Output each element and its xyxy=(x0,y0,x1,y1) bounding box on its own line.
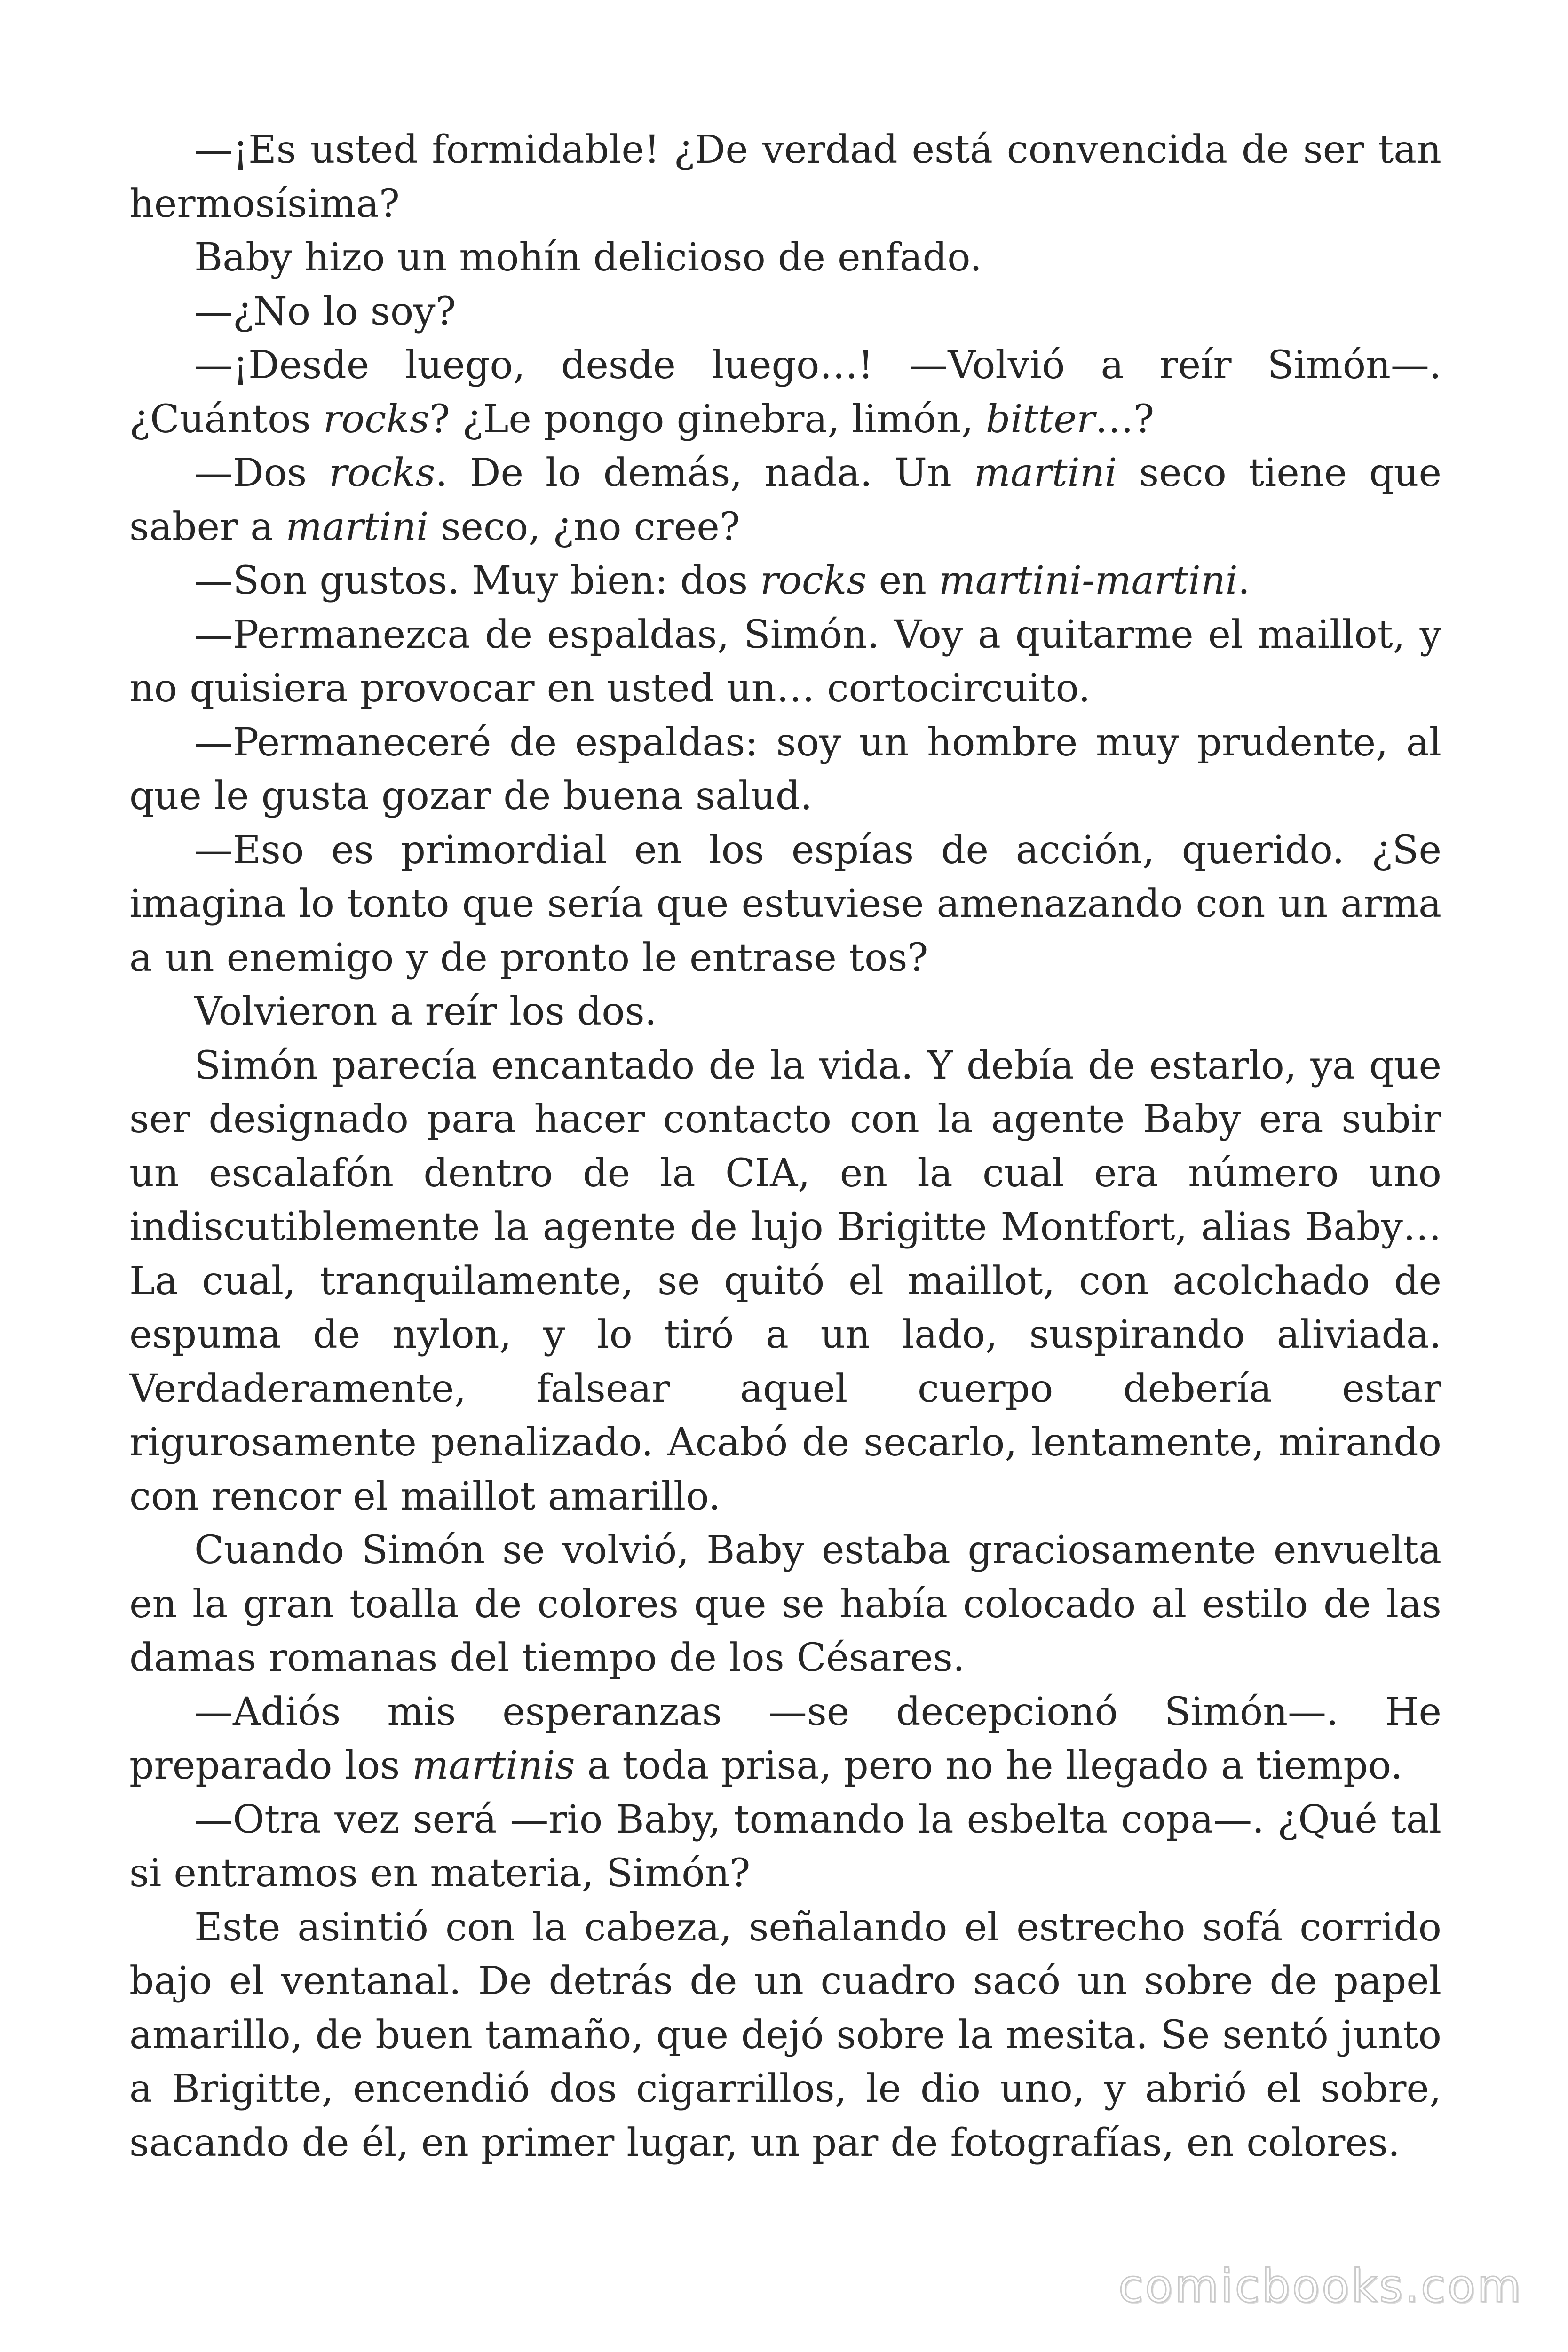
text-run: —Permanezca de espaldas, Simón. Voy a quitarme el maillot, y no quisiera provocar en usted un… cortocircuito. xyxy=(129,612,1441,711)
text-run: Simón parecía encantado de la vida. Y debía de estarlo, ya que ser designado para hacer contacto con la agente Baby era subir un escalafón dentro de la CIA, en la cual era número uno indiscutiblemente la agente de lujo Brigitte Montfort, alias Baby… La cual, tranquilamente, se quitó el maillot, con acolchado de espuma de nylon, y lo tiró a un lado, suspirando aliviada. Verdaderamente, falsear aquel cuerpo debería estar rigurosamente penalizado. Acabó de secarlo, lentamente, mirando con rencor el maillot amarillo. xyxy=(129,1043,1441,1519)
text-run: . De lo demás, nada. Un xyxy=(435,451,974,495)
italic-text: martini xyxy=(285,504,429,549)
body-text xyxy=(129,123,1441,2170)
text-run: seco, ¿no cree? xyxy=(428,504,740,549)
paragraph xyxy=(129,1524,1441,1685)
paragraph xyxy=(129,285,1441,339)
text-run: Volvieron a reír los dos. xyxy=(194,989,657,1034)
text-run: en xyxy=(866,558,939,603)
paragraph xyxy=(129,1793,1441,1901)
italic-text: martinis xyxy=(412,1743,575,1788)
text-run: a toda prisa, pero no he llegado a tiempo. xyxy=(575,1743,1403,1788)
text-run: Baby hizo un mohín delicioso de enfado. xyxy=(194,235,982,280)
watermark: comicbooks.com xyxy=(1118,2260,1523,2312)
paragraph xyxy=(129,1039,1441,1524)
text-run: Este asintió con la cabeza, señalando el estrecho sofá corrido bajo el ventanal. De detrás de un cuadro sacó un sobre de papel amarillo, de buen tamaño, que dejó sobre la mesita. Se sentó junto a Brigitte, encendió dos cigarrillos, le dio uno, y abrió el sobre, sacando de él, en primer lugar, un par de fotografías, en colores. xyxy=(129,1905,1441,2165)
text-run: —Dos xyxy=(194,451,329,495)
paragraph xyxy=(129,123,1441,231)
paragraph xyxy=(129,554,1441,608)
paragraph xyxy=(129,985,1441,1039)
text-run: Cuando Simón se volvió, Baby estaba graciosamente envuelta en la gran toalla de colores que se había colocado al estilo de las damas romanas del tiempo de los Césares. xyxy=(129,1528,1441,1680)
text-run: —Otra vez será —rio Baby, tomando la esbelta copa—. ¿Qué tal si entramos en materia, Simón? xyxy=(129,1797,1441,1896)
text-run: . xyxy=(1237,558,1250,603)
paragraph xyxy=(129,716,1441,824)
text-run: —Son gustos. Muy bien: dos xyxy=(194,558,760,603)
text-run: —Permaneceré de espaldas: soy un hombre muy prudente, al que le gusta gozar de buena salud. xyxy=(129,720,1441,818)
italic-text: martini-martini xyxy=(939,558,1238,603)
paragraph xyxy=(129,608,1441,716)
text-run: —¿No lo soy? xyxy=(194,289,456,334)
italic-text: martini xyxy=(974,451,1117,495)
text-run: …? xyxy=(1095,397,1155,442)
italic-text: rocks xyxy=(329,451,436,495)
paragraph xyxy=(129,231,1441,285)
text-run: —¡Es usted formidable! ¿De verdad está convencida de ser tan hermosísima? xyxy=(129,127,1441,226)
paragraph xyxy=(129,339,1441,446)
paragraph xyxy=(129,446,1441,554)
paragraph xyxy=(129,1685,1441,1793)
text-run: ? ¿Le pongo ginebra, limón, xyxy=(429,397,986,442)
paragraph xyxy=(129,824,1441,985)
paragraph xyxy=(129,1901,1441,2170)
italic-text: rocks xyxy=(323,397,429,442)
text-run: —¡Desde luego, desde luego…! —Volvió a reír Simón—. ¿Cuántos xyxy=(129,343,1441,442)
text-run: —Eso es primordial en los espías de acción, querido. ¿Se imagina lo tonto que sería que estuviese amenazando con un arma a un enemigo y de pronto le entrase tos? xyxy=(129,827,1441,980)
italic-text: bitter xyxy=(985,397,1095,442)
text-run: —Adiós mis esperanzas —se decepcionó Simón—. He preparado los xyxy=(129,1689,1441,1788)
text-run: seco tiene que saber a xyxy=(129,451,1441,549)
italic-text: rocks xyxy=(760,558,867,603)
